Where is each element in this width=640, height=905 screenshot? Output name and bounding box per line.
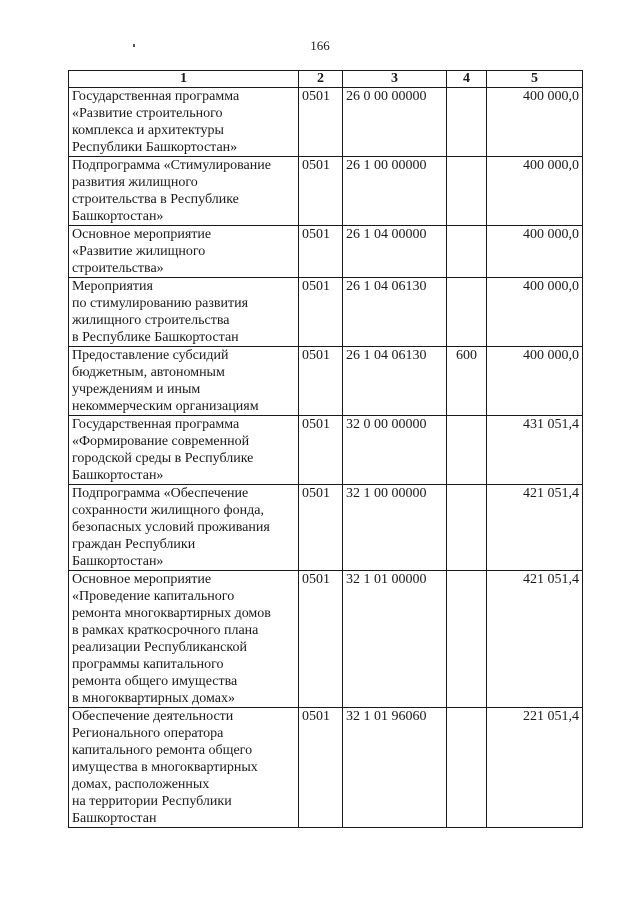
column-header-name: 1	[69, 71, 299, 88]
row-name: Основное мероприятие «Проведение капитального ремонта многоквартирных домов в рамках краткосрочного плана реализации Республиканской программы капитального ремонта общего имущества в многоквартирных домах»	[69, 571, 299, 708]
table-row	[69, 226, 583, 278]
row-amount: 421 051,4	[487, 485, 583, 571]
column-header-amount: 5	[487, 71, 583, 88]
row-name: Основное мероприятие «Развитие жилищного строительства»	[69, 226, 299, 278]
row-code: 32 1 01 96060	[343, 708, 447, 828]
row-name: Подпрограмма «Обеспечение сохранности жилищного фонда, безопасных условий проживания граждан Республики Башкортостан»	[69, 485, 299, 571]
row-amount: 431 051,4	[487, 416, 583, 485]
row-section: 0501	[299, 416, 343, 485]
table-row	[69, 88, 583, 157]
column-header-section: 2	[299, 71, 343, 88]
row-name: Предоставление субсидий бюджетным, автономным учреждениям и иным некоммерческим организациям	[69, 347, 299, 416]
row-name: Обеспечение деятельности Регионального оператора капитального ремонта общего имущества в многоквартирных домах, расположенных на территории Республики Башкортостан	[69, 708, 299, 828]
scan-speck	[133, 44, 135, 47]
row-section: 0501	[299, 278, 343, 347]
row-section: 0501	[299, 485, 343, 571]
row-type	[447, 571, 487, 708]
row-section: 0501	[299, 708, 343, 828]
row-code: 32 1 00 00000	[343, 485, 447, 571]
row-name: Мероприятия по стимулированию развития жилищного строительства в Республике Башкортостан	[69, 278, 299, 347]
row-name: Государственная программа «Формирование современной городской среды в Республике Башкортостан»	[69, 416, 299, 485]
row-code: 26 1 00 00000	[343, 157, 447, 226]
table-row	[69, 416, 583, 485]
row-type	[447, 157, 487, 226]
page-number: 166	[310, 38, 330, 53]
row-amount: 400 000,0	[487, 226, 583, 278]
row-type	[447, 708, 487, 828]
row-amount: 400 000,0	[487, 88, 583, 157]
row-code: 26 1 04 06130	[343, 278, 447, 347]
row-amount: 400 000,0	[487, 157, 583, 226]
column-header-target-code: 3	[343, 71, 447, 88]
row-section: 0501	[299, 571, 343, 708]
budget-table	[68, 70, 583, 828]
row-section: 0501	[299, 226, 343, 278]
row-code: 26 0 00 00000	[343, 88, 447, 157]
row-type	[447, 278, 487, 347]
table-row	[69, 157, 583, 226]
row-code: 32 1 01 00000	[343, 571, 447, 708]
row-type	[447, 226, 487, 278]
row-type	[447, 485, 487, 571]
row-amount: 400 000,0	[487, 278, 583, 347]
row-type	[447, 416, 487, 485]
row-amount: 421 051,4	[487, 571, 583, 708]
row-code: 26 1 04 06130	[343, 347, 447, 416]
column-header-expense-type: 4	[447, 71, 487, 88]
header-row	[69, 71, 583, 88]
table-row	[69, 571, 583, 708]
row-type	[447, 88, 487, 157]
table-row	[69, 708, 583, 828]
row-code: 26 1 04 00000	[343, 226, 447, 278]
row-amount: 400 000,0	[487, 347, 583, 416]
row-section: 0501	[299, 347, 343, 416]
table-row	[69, 485, 583, 571]
row-name: Государственная программа «Развитие строительного комплекса и архитектуры Республики Башкортостан»	[69, 88, 299, 157]
row-section: 0501	[299, 88, 343, 157]
row-name: Подпрограмма «Стимулирование развития жилищного строительства в Республике Башкортостан»	[69, 157, 299, 226]
row-section: 0501	[299, 157, 343, 226]
table-row	[69, 278, 583, 347]
row-code: 32 0 00 00000	[343, 416, 447, 485]
row-amount: 221 051,4	[487, 708, 583, 828]
row-type: 600	[447, 347, 487, 416]
table-row	[69, 347, 583, 416]
